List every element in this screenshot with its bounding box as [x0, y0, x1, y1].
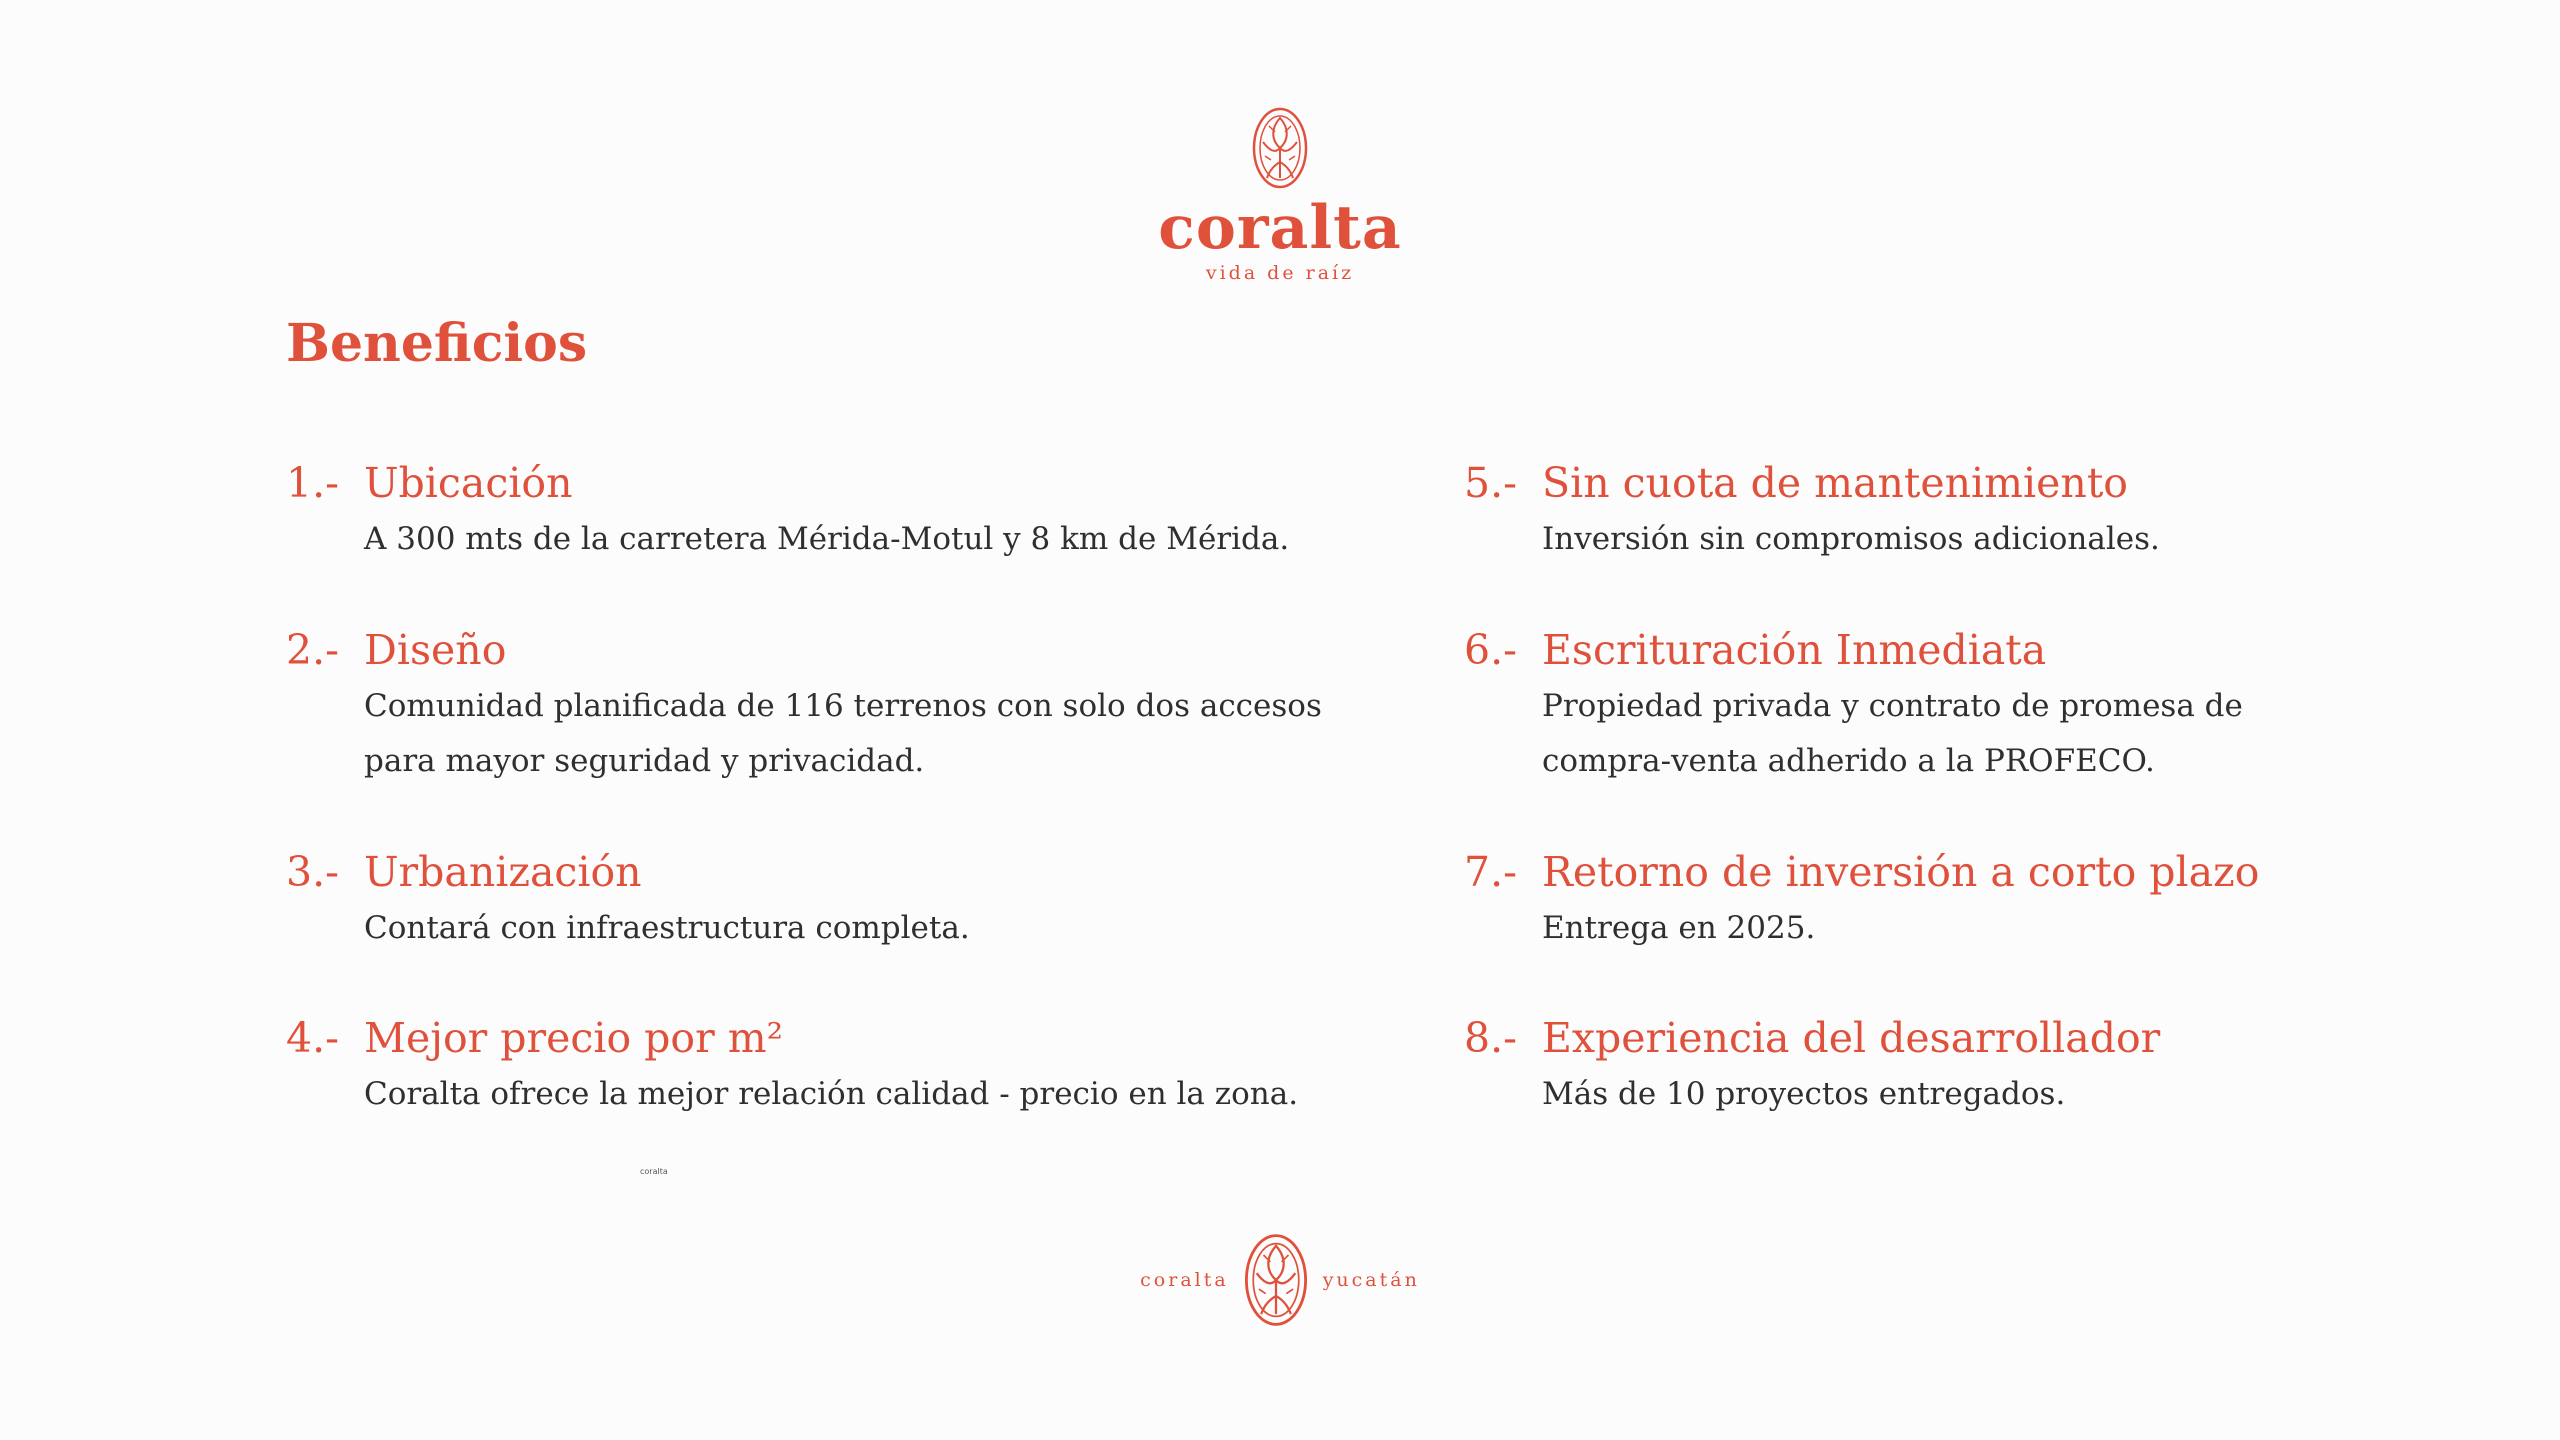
benefit-heading: Escrituración Inmediata	[1542, 626, 2047, 674]
benefit-item-4	[286, 1011, 1386, 1122]
benefit-description: Propiedad privada y contrato de promesa de compra-venta adherido a la PROFECO.	[1542, 688, 2243, 779]
benefit-description: Más de 10 proyectos entregados.	[1542, 1076, 2066, 1112]
benefit-heading-row	[1464, 845, 2464, 899]
benefit-description: A 300 mts de la carretera Mérida-Motul y 8 km de Mérida.	[364, 521, 1290, 557]
benefit-number: 1.-	[286, 459, 339, 507]
benefit-number: 5.-	[1464, 459, 1517, 507]
benefit-heading: Retorno de inversión a corto plazo	[1542, 848, 2260, 896]
benefit-description: Inversión sin compromisos adicionales.	[1542, 521, 2160, 557]
benefit-number: 3.-	[286, 848, 339, 896]
brand-header	[0, 106, 2560, 284]
benefit-item-8	[1464, 1011, 2464, 1122]
benefit-heading-row	[1464, 1011, 2464, 1065]
benefit-heading-row	[286, 623, 1386, 677]
benefit-number: 2.-	[286, 626, 339, 674]
benefit-description: Coralta ofrece la mejor relación calidad - precio en la zona.	[364, 1076, 1299, 1112]
footer-right-word: yucatán	[1322, 1269, 1420, 1291]
benefit-heading-row	[1464, 623, 2464, 677]
benefit-heading: Diseño	[364, 626, 507, 674]
benefit-heading-row	[286, 1011, 1386, 1065]
benefit-description: Entrega en 2025.	[1542, 910, 1816, 946]
page-title: Beneficios	[286, 313, 588, 374]
benefit-heading: Ubicación	[364, 459, 573, 507]
benefit-heading: Urbanización	[364, 848, 642, 896]
tiny-watermark-text: coralta	[640, 1167, 668, 1176]
benefit-item-6	[1464, 623, 2464, 789]
benefit-number: 8.-	[1464, 1014, 1517, 1062]
benefit-item-1	[286, 456, 1386, 567]
benefit-heading-row	[1464, 456, 2464, 510]
benefit-item-5	[1464, 456, 2464, 567]
benefit-item-3	[286, 845, 1386, 956]
benefit-heading: Mejor precio por m²	[364, 1014, 784, 1062]
coralta-emblem-icon	[1251, 106, 1309, 190]
footer-left-word: coralta	[1140, 1269, 1229, 1291]
benefit-number: 6.-	[1464, 626, 1517, 674]
brand-name: coralta	[1158, 193, 1402, 263]
benefit-heading-row	[286, 845, 1386, 899]
benefit-heading: Experiencia del desarrollador	[1542, 1014, 2161, 1062]
benefit-heading: Sin cuota de mantenimiento	[1542, 459, 2128, 507]
benefit-item-2	[286, 623, 1386, 789]
coralta-emblem-icon	[1243, 1232, 1309, 1328]
benefit-number: 7.-	[1464, 848, 1517, 896]
footer-brand	[0, 1232, 2560, 1328]
benefit-number: 4.-	[286, 1014, 339, 1062]
benefit-item-7	[1464, 845, 2464, 956]
benefit-description: Contará con infraestructura completa.	[364, 910, 970, 946]
benefit-description: Comunidad planificada de 116 terrenos con solo dos accesos para mayor seguridad y privacidad.	[364, 688, 1322, 779]
benefit-heading-row	[286, 456, 1386, 510]
brand-tagline: vida de raíz	[1205, 262, 1355, 284]
